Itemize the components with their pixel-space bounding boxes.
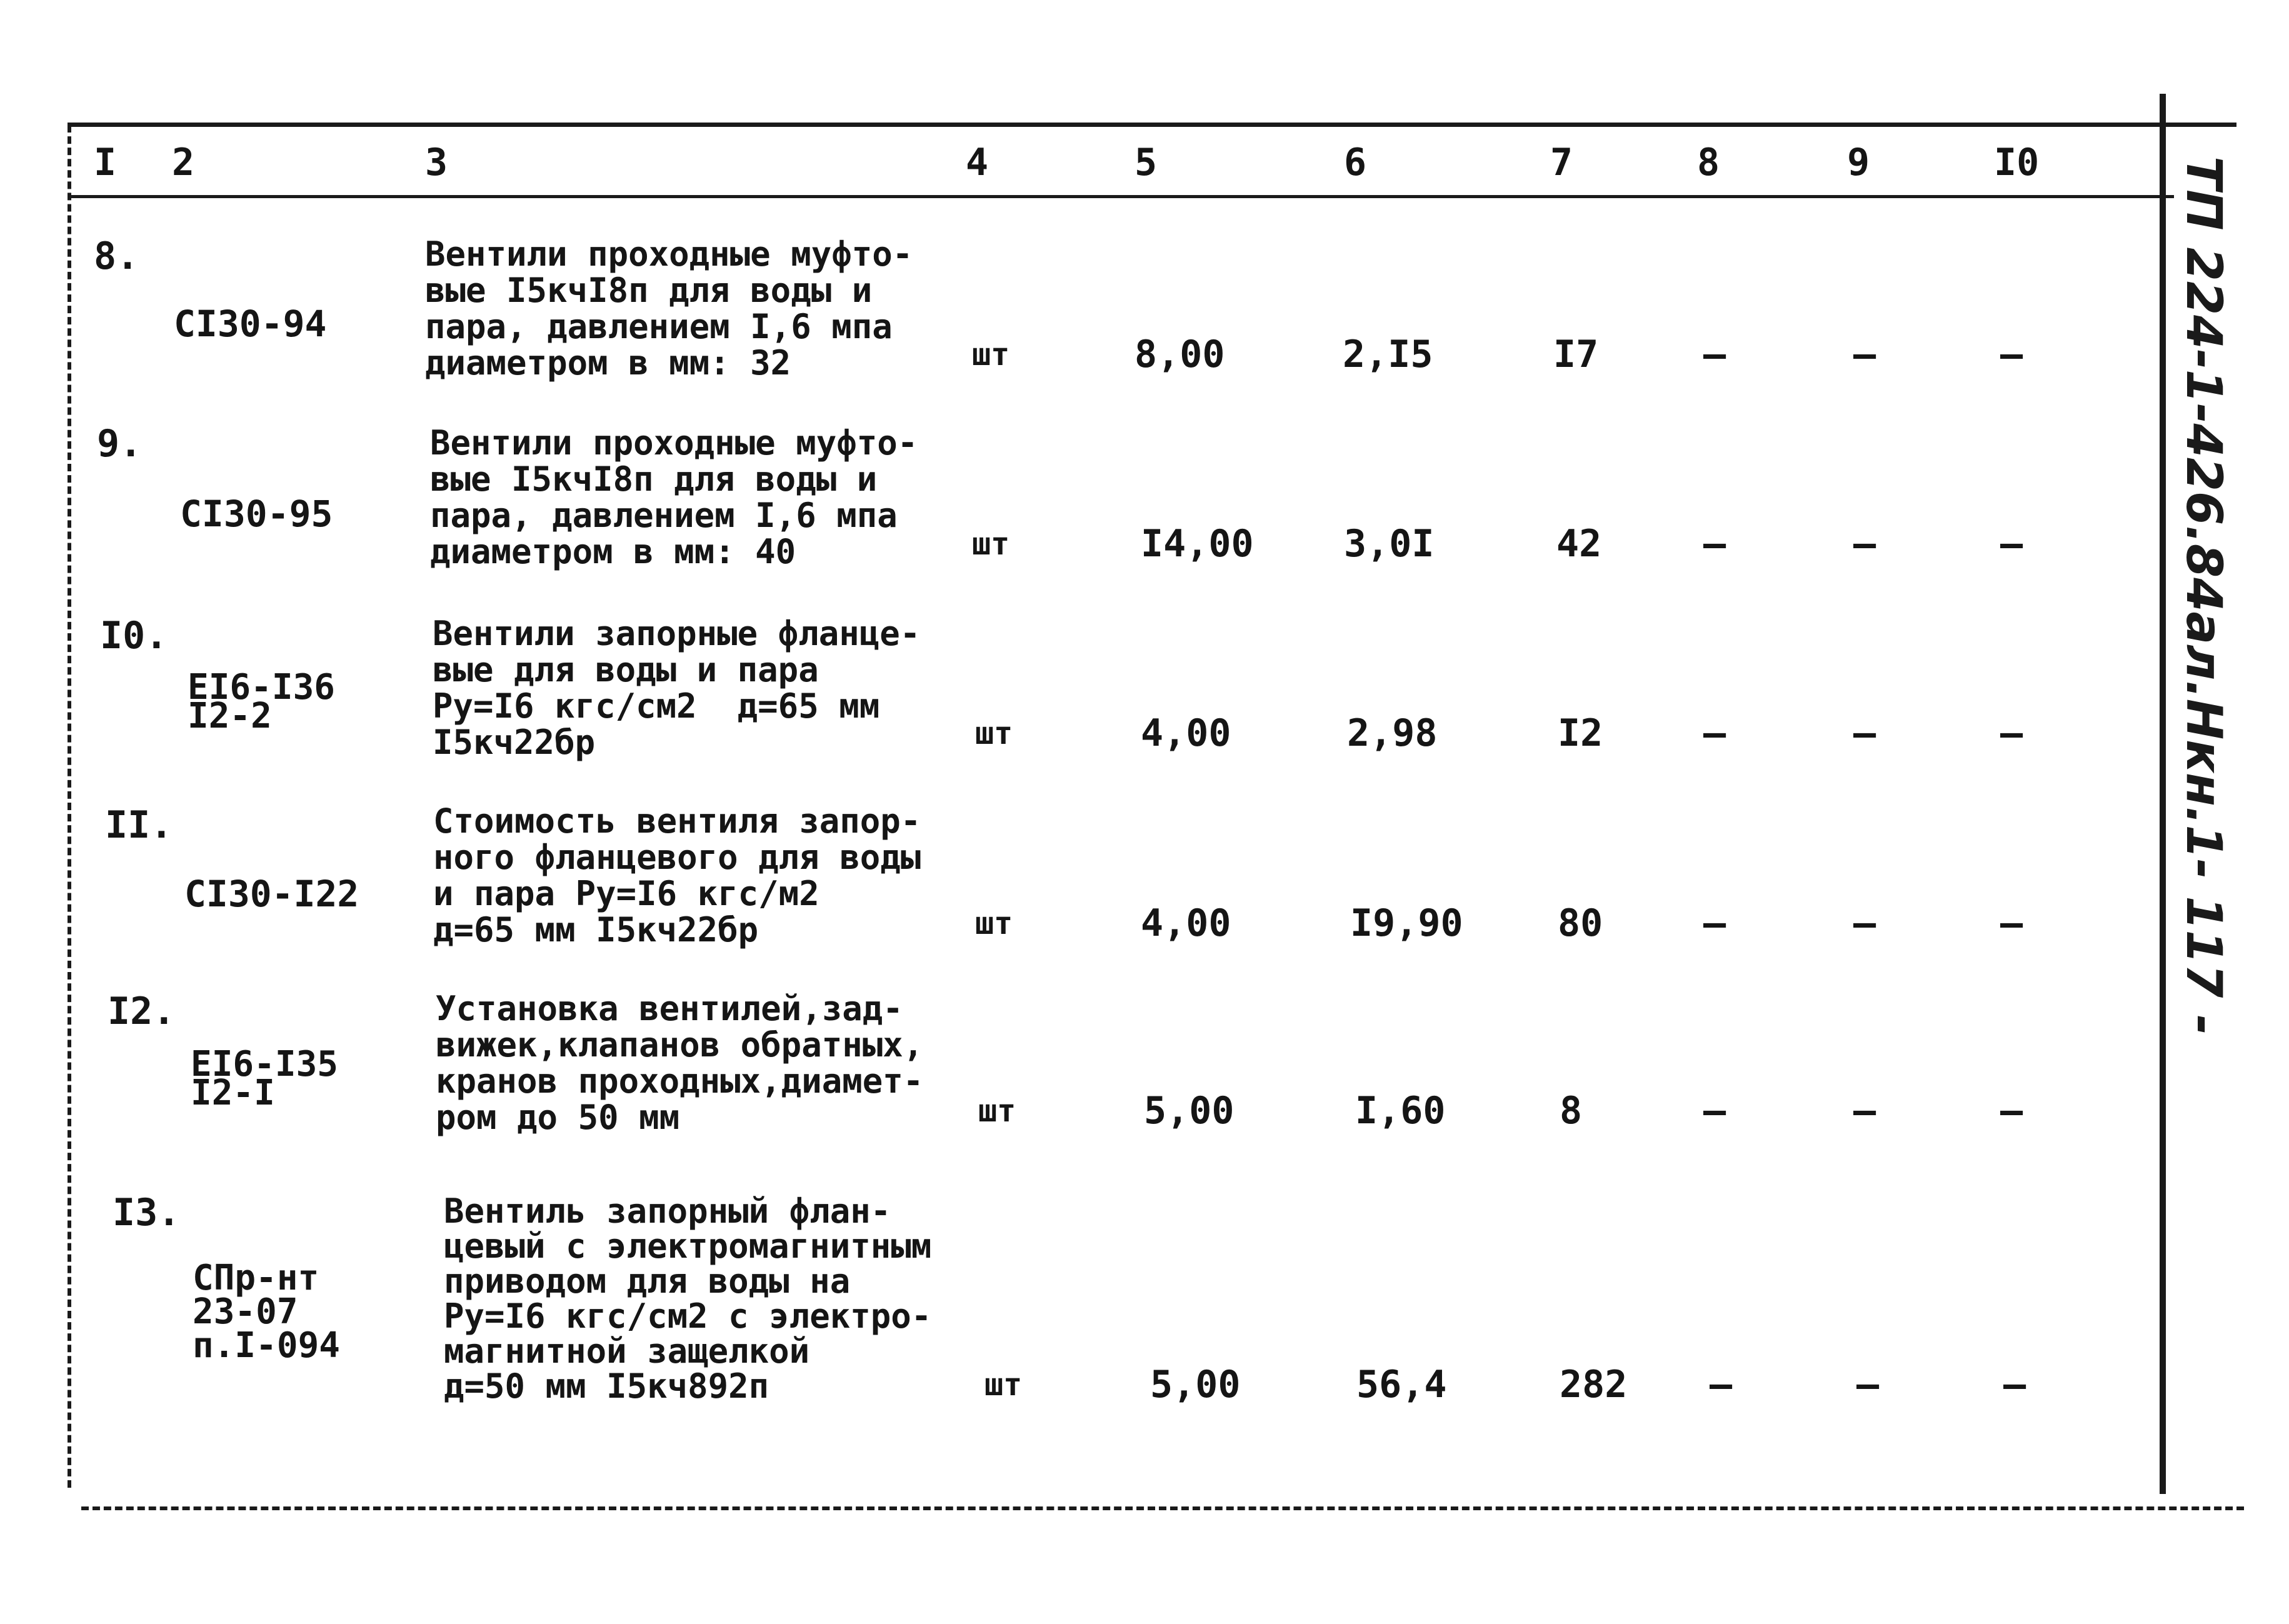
item-description: Вентиль запорный флан- цевый с электромагнитным приводом для воды на Ру=I6 кгс/см2 с электро- магнитной защелкой д=50 мм I5кч892п (444, 1191, 932, 1406)
unit-cell: шт (972, 336, 1010, 373)
unit-cell: шт (978, 1093, 1016, 1129)
unit-price-cell: 2,I5 (1343, 333, 1433, 376)
quantity-cell: 8,00 (1134, 333, 1225, 376)
col-10-cell: – (2000, 522, 2023, 566)
col-10-cell: – (2000, 333, 2023, 376)
norm-code: СПр-нт 23-07 п.I-094 (193, 1258, 341, 1366)
unit-cell: шт (975, 905, 1013, 941)
col-8-cell: – (1703, 711, 1726, 755)
header-col-1: I (94, 141, 117, 184)
col-10-cell: – (2003, 1363, 2026, 1406)
header-col-7: 7 (1550, 141, 1573, 184)
document-code-stamp (2169, 156, 2238, 1035)
quantity-cell: 4,00 (1141, 711, 1231, 755)
header-col-2: 2 (172, 141, 195, 184)
row-number: 9. (97, 422, 143, 466)
norm-code: EI6-I36 I2-2 (188, 667, 336, 736)
col-8-cell: – (1710, 1363, 1733, 1406)
col-8-cell: – (1703, 1089, 1726, 1133)
unit-price-cell: 2,98 (1347, 711, 1438, 755)
row-number: I2. (108, 990, 176, 1033)
header-col-3: 3 (425, 141, 448, 184)
document-code-text: ТП 224-1-426.84ал.Нкн.1- 117 - (2175, 156, 2231, 1035)
unit-price-cell: I9,90 (1350, 901, 1463, 945)
row-number: I0. (100, 614, 168, 658)
total-cell: I2 (1558, 711, 1603, 755)
norm-code: CI30-95 (180, 493, 333, 535)
col-8-cell: – (1703, 522, 1726, 566)
unit-price-cell: 3,0I (1344, 522, 1435, 566)
bottom-dashed-line (81, 1506, 2244, 1510)
header-col-4: 4 (966, 141, 989, 184)
right-border-line (2160, 94, 2166, 1494)
col-8-cell: – (1703, 901, 1726, 945)
total-cell: 282 (1560, 1363, 1628, 1406)
quantity-cell: I4,00 (1141, 522, 1254, 566)
norm-code: EI6-I35 I2-I (191, 1044, 339, 1113)
item-description: Вентили проходные муфто- вые I5кчI8п для воды и пара, давлением I,6 мпа диаметром в мм: 32 (425, 234, 913, 383)
col-9-cell: – (1853, 901, 1876, 945)
col-9-cell: – (1853, 333, 1876, 376)
total-cell: I7 (1553, 333, 1599, 376)
item-description: Стоимость вентиля запор- ного фланцевого для воды и пара Ру=I6 кгс/м2 д=65 мм I5кч22бр (433, 801, 921, 950)
header-bottom-line (68, 195, 2174, 198)
col-9-cell: – (1856, 1363, 1880, 1406)
row-number: I3. (113, 1191, 181, 1235)
header-col-9: 9 (1847, 141, 1870, 184)
item-description: Установка вентилей,зад- вижек,клапанов обратных, кранов проходных,диамет- ром до 50 мм (436, 989, 924, 1137)
quantity-cell: 5,00 (1144, 1089, 1235, 1133)
top-border-line (68, 123, 2236, 127)
col-10-cell: – (2000, 1089, 2023, 1133)
header-col-8: 8 (1697, 141, 1720, 184)
quantity-cell: 4,00 (1141, 901, 1231, 945)
unit-price-cell: 56,4 (1356, 1363, 1447, 1406)
col-9-cell: – (1853, 1089, 1876, 1133)
col-10-cell: – (2000, 901, 2023, 945)
left-border-line (68, 125, 71, 1488)
row-number: 8. (94, 234, 139, 278)
col-9-cell: – (1853, 522, 1876, 566)
header-col-5: 5 (1134, 141, 1158, 184)
col-8-cell: – (1703, 333, 1726, 376)
quantity-cell: 5,00 (1150, 1363, 1241, 1406)
row-number: II. (105, 803, 173, 847)
total-cell: 42 (1556, 522, 1602, 566)
item-description: Вентили проходные муфто- вые I5кчI8п для воды и пара, давлением I,6 мпа диаметром в мм: 40 (430, 423, 918, 571)
header-col-6: 6 (1344, 141, 1367, 184)
total-cell: 80 (1558, 901, 1603, 945)
norm-code: CI30-94 (174, 303, 327, 345)
norm-code: CI30-I22 (184, 873, 359, 915)
unit-cell: шт (984, 1366, 1023, 1403)
unit-price-cell: I,60 (1355, 1089, 1446, 1133)
total-cell: 8 (1560, 1089, 1583, 1133)
unit-cell: шт (972, 526, 1010, 562)
col-9-cell: – (1853, 711, 1876, 755)
header-col-10: I0 (1994, 141, 2040, 184)
unit-cell: шт (975, 715, 1013, 751)
col-10-cell: – (2000, 711, 2023, 755)
item-description: Вентили запорные фланце- вые для воды и пара Ру=I6 кгс/см2 д=65 мм I5кч22бр (433, 614, 921, 762)
